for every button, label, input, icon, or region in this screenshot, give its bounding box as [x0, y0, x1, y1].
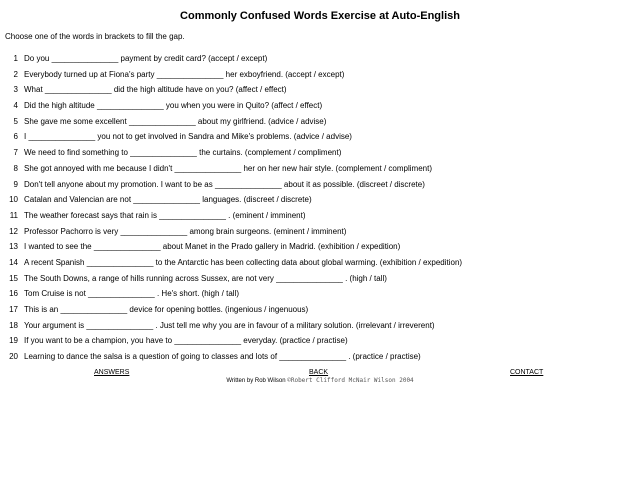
item-sentence: What _______________ did the high altitude have on you? (affect / effect) [24, 85, 287, 95]
item-number: 15 [9, 273, 18, 283]
item-sentence: The South Downs, a range of hills running across Sussex, are not very _______________ . (high / tall) [24, 273, 387, 283]
instructions-text: Choose one of the words in brackets to fill the gap. [5, 32, 185, 41]
credits [0, 377, 640, 385]
item-number: 4 [13, 101, 18, 111]
exercise-item-7 [0, 147, 640, 163]
item-number: 5 [13, 116, 18, 126]
answers-link[interactable]: ANSWERS [94, 369, 130, 376]
exercise-item-11 [0, 210, 640, 226]
page-title: Commonly Confused Words Exercise at Auto-English [180, 10, 460, 22]
item-sentence: We need to find something to _______________ the curtains. (complement / compliment) [24, 148, 342, 158]
contact-link[interactable]: CONTACT [510, 369, 544, 376]
item-number: 18 [9, 320, 18, 330]
item-sentence: Don't tell anyone about my promotion. I want to be as _______________ about it as possible. (discreet / discrete) [24, 179, 425, 189]
copyright-notice: ©Robert Clifford McNair Wilson 2004 [287, 377, 414, 384]
item-sentence: The weather forecast says that rain is _______________ . (eminent / imminent) [24, 210, 306, 220]
item-number: 9 [13, 179, 18, 189]
item-number: 6 [13, 132, 18, 142]
item-number: 3 [13, 85, 18, 95]
exercise-item-14 [0, 257, 640, 273]
exercise-item-15 [0, 273, 640, 289]
exercise-item-6 [0, 131, 640, 147]
item-sentence: Everybody turned up at Fiona's party _______________ her exboyfriend. (accept / except) [24, 69, 345, 79]
item-sentence: Professor Pachorro is very _______________ among brain surgeons. (eminent / imminent) [24, 226, 347, 236]
exercise-item-5 [0, 116, 640, 132]
item-number: 16 [9, 289, 18, 299]
exercise-item-10 [0, 194, 640, 210]
exercise-item-13 [0, 241, 640, 257]
exercise-item-16 [0, 288, 640, 304]
item-number: 10 [9, 195, 18, 205]
item-number: 2 [13, 69, 18, 79]
item-number: 19 [9, 336, 18, 346]
item-sentence: This is an _______________ device for opening bottles. (ingenious / ingenuous) [24, 305, 309, 314]
exercise-item-18 [0, 320, 640, 336]
item-sentence: Your argument is _______________ . Just tell me why you are in favour of a military solution. (irrelevant / irreverent) [24, 320, 435, 330]
exercise-item-19 [0, 335, 640, 351]
item-number: 14 [9, 257, 18, 267]
item-number: 1 [13, 54, 18, 63]
item-sentence: A recent Spanish _______________ to the Antarctic has been collecting data about global warming. (exhibition / expedition) [24, 257, 463, 267]
item-sentence: She got annoyed with me because I didn't _______________ her on her new hair style. (complement / compliment) [24, 163, 432, 173]
item-number: 8 [13, 163, 18, 173]
item-sentence: Do you _______________ payment by credit card? (accept / except) [24, 54, 268, 63]
exercise-item-17 [0, 304, 640, 320]
exercise-item-1 [0, 53, 640, 69]
exercise-item-9 [0, 179, 640, 195]
item-number: 20 [9, 352, 18, 362]
exercise-item-20 [0, 351, 640, 367]
author-credit: Written by Rob Wilson [226, 378, 286, 384]
item-number: 11 [9, 210, 18, 220]
exercise-list [0, 53, 640, 367]
item-sentence: I _______________ you not to get involved in Sandra and Mike's problems. (advice / advise) [24, 132, 352, 142]
exercise-item-3 [0, 84, 640, 100]
item-number: 17 [9, 305, 18, 314]
item-sentence: I wanted to see the _______________ about Manet in the Prado gallery in Madrid. (exhibition / expedition) [24, 242, 401, 252]
item-number: 7 [13, 148, 18, 158]
item-sentence: If you want to be a champion, you have to _______________ everyday. (practice / practise) [24, 336, 348, 346]
exercise-item-8 [0, 163, 640, 179]
item-number: 13 [9, 242, 18, 252]
exercise-item-2 [0, 69, 640, 85]
item-sentence: Tom Cruise is not _______________ . He's short. (high / tall) [24, 289, 239, 299]
exercise-item-12 [0, 226, 640, 242]
item-sentence: Learning to dance the salsa is a question of going to classes and lots of _______________ . (practice / practise) [24, 352, 421, 362]
item-sentence: Did the high altitude _______________ you when you were in Quito? (affect / effect) [24, 101, 323, 111]
item-number: 12 [9, 226, 18, 236]
item-sentence: Catalan and Valencian are not _______________ languages. (discreet / discrete) [24, 195, 312, 205]
exercise-item-4 [0, 100, 640, 116]
back-link[interactable]: BACK [309, 369, 329, 376]
item-sentence: She gave me some excellent _______________ about my girlfriend. (advice / advise) [24, 116, 327, 126]
